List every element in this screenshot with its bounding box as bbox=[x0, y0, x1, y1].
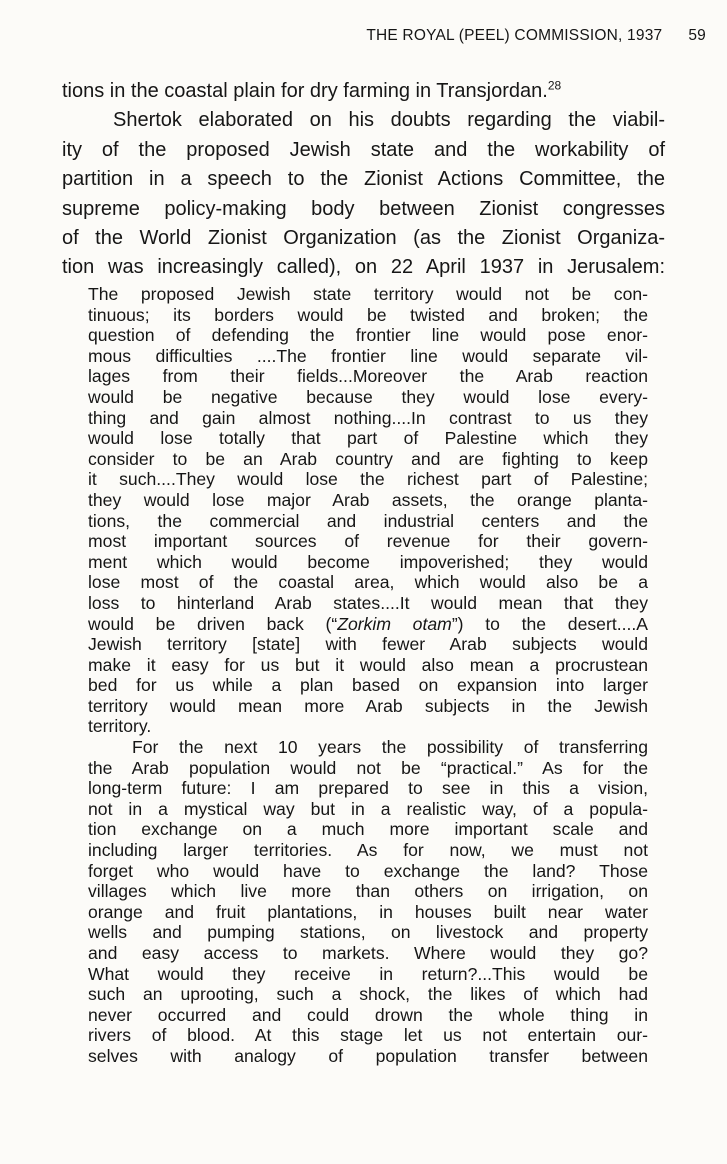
quote-line: orange and fruit plantations, in houses built near water bbox=[88, 901, 648, 922]
quote-line: such an uprooting, such a shock, the likes of which had bbox=[88, 984, 648, 1005]
quote-line: wells and pumping stations, on livestock and property bbox=[88, 922, 648, 943]
quote-line: tion exchange on a much more important scale and bbox=[88, 819, 648, 840]
body-line: of the World Zionist Organization (as the Zionist Organiza- bbox=[62, 226, 665, 249]
body-paragraphs bbox=[62, 77, 665, 283]
quote-line: villages which live more than others on irrigation, on bbox=[88, 881, 648, 902]
quote-line: it such....They would lose the richest part of Palestine; bbox=[88, 469, 648, 490]
running-head-title: THE ROYAL (PEEL) COMMISSION, 1937 bbox=[366, 27, 663, 44]
body-line: partition in a speech to the Zionist Actions Committee, the bbox=[62, 168, 665, 191]
quote-line: The proposed Jewish state territory would not be con- bbox=[88, 284, 648, 304]
quote-line: territory would mean more Arab subjects in the Jewish bbox=[88, 695, 648, 716]
quote-line: and easy access to markets. Where would they go? bbox=[88, 943, 648, 963]
body-line-text: tions in the coastal plain for dry farming in Transjordan. bbox=[62, 80, 548, 102]
block-quote bbox=[88, 284, 648, 1067]
quote-line: loss to hinterland Arab states....It would mean that they bbox=[88, 592, 648, 613]
quote-line-zorkim bbox=[88, 614, 648, 635]
quote-line: make it easy for us but it would also mean a procrustean bbox=[88, 654, 648, 675]
quote-line: rivers of blood. At this stage let us not entertain our- bbox=[88, 1025, 648, 1046]
quote-line: long-term future: I am prepared to see in this a vision, bbox=[88, 778, 648, 799]
footnote-marker: 28 bbox=[547, 78, 562, 93]
quote-line: they would lose major Arab assets, the orange planta- bbox=[88, 489, 648, 510]
body-line bbox=[62, 77, 665, 106]
quote-line: bed for us while a plan based on expansion into larger bbox=[88, 675, 648, 696]
zorkim-otam-italic: Zorkim otam bbox=[337, 613, 452, 634]
quote-line: tinuous; its borders would be twisted and broken; the bbox=[88, 304, 648, 325]
quote-line: thing and gain almost nothing....In contrast to us they bbox=[88, 407, 648, 428]
quote-line: For the next 10 years the possibility of transferring bbox=[132, 737, 648, 758]
body-line: ity of the proposed Jewish state and the workability of bbox=[62, 138, 665, 161]
body-line: tion was increasingly called), on 22 April 1937 in Jerusalem: bbox=[62, 256, 665, 279]
quote-line: would lose totally that part of Palestine which they bbox=[88, 428, 648, 449]
quote-line: would be negative because they would lose every- bbox=[88, 386, 648, 407]
quote-line: question of defending the frontier line would pose enor- bbox=[88, 325, 648, 346]
body-line: supreme policy-making body between Zionist congresses bbox=[62, 197, 665, 220]
quote-line: including larger territories. As for now, we must not bbox=[88, 840, 648, 861]
quote-line: tions, the commercial and industrial centers and the bbox=[88, 510, 648, 531]
quote-line-text: would be driven back (“ bbox=[88, 613, 338, 634]
quote-line-text: ”) to the desert....A bbox=[451, 613, 648, 634]
quote-line: never occurred and could drown the whole thing in bbox=[88, 1004, 648, 1025]
quote-line: Jewish territory [state] with fewer Arab subjects would bbox=[88, 634, 648, 655]
quote-line: mous difficulties ....The frontier line would separate vil- bbox=[88, 345, 648, 366]
quote-line: lages from their fields...Moreover the Arab reaction bbox=[88, 366, 648, 387]
quote-line: forget who would have to exchange the land? Those bbox=[88, 860, 648, 881]
quote-line: What would they receive in return?...This would be bbox=[88, 963, 648, 984]
quote-line: selves with analogy of population transfer between bbox=[88, 1045, 648, 1066]
quote-line: the Arab population would not be “practical.” As for the bbox=[88, 757, 648, 778]
quote-line: consider to be an Arab country and are fighting to keep bbox=[88, 448, 648, 469]
quote-line: territory. bbox=[88, 716, 152, 737]
running-head bbox=[366, 27, 706, 45]
body-line: Shertok elaborated on his doubts regarding the viabil- bbox=[113, 109, 665, 132]
quote-line: ment which would become impoverished; they would bbox=[88, 551, 648, 572]
quote-line: lose most of the coastal area, which would also be a bbox=[88, 572, 648, 593]
quote-line: not in a mystical way but in a realistic way, of a popula- bbox=[88, 798, 648, 819]
quote-line: most important sources of revenue for their govern- bbox=[88, 531, 648, 552]
page-number: 59 bbox=[688, 27, 706, 44]
